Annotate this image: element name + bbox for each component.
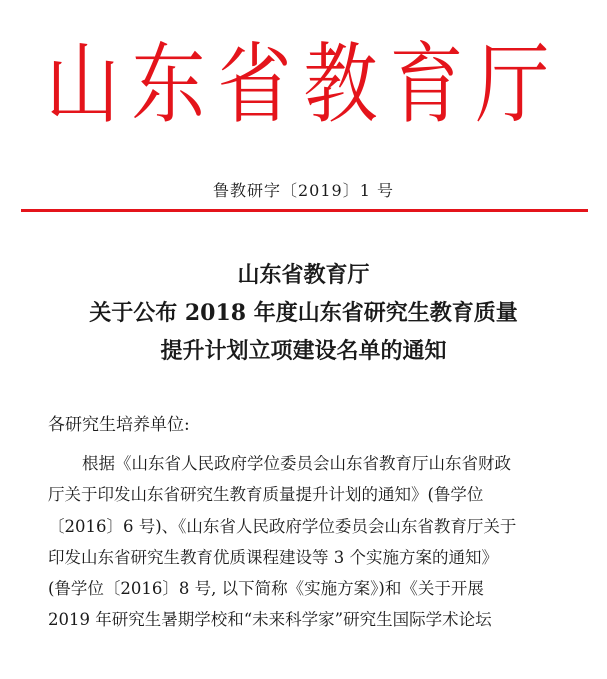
body-line: (鲁学位〔2016〕8 号, 以下简称《实施方案》)和《关于开展 [48,579,484,599]
body-line: 〔2016〕6 号)、《山东省人民政府学位委员会山东省教育厅关于 [48,516,517,536]
body-line: 印发山东省研究生教育优质课程建设等 3 个实施方案的通知》 [48,547,498,567]
title-line-1: 山东省教育厅 [237,262,370,288]
document-title [0,256,607,370]
body-line: 根据《山东省人民政府学位委员会山东省教育厅山东省财政 [82,454,511,473]
body-paragraph [48,448,560,636]
title-line-2: 关于公布 2018 年度山东省研究生教育质量 [89,300,518,326]
body-line: 2019 年研究生暑期学校和“未来科学家”研究生国际学术论坛 [48,610,492,630]
red-divider-line [21,209,588,212]
issuing-authority-header: 山东省教育厅 [45,34,562,136]
document-number: 鲁教研字〔2019〕1 号 [213,181,394,200]
title-line-3: 提升计划立项建设名单的通知 [160,338,447,364]
body-line: 厅关于印发山东省研究生教育质量提升计划的通知》(鲁学位 [48,485,484,505]
salutation: 各研究生培养单位: [48,415,190,435]
